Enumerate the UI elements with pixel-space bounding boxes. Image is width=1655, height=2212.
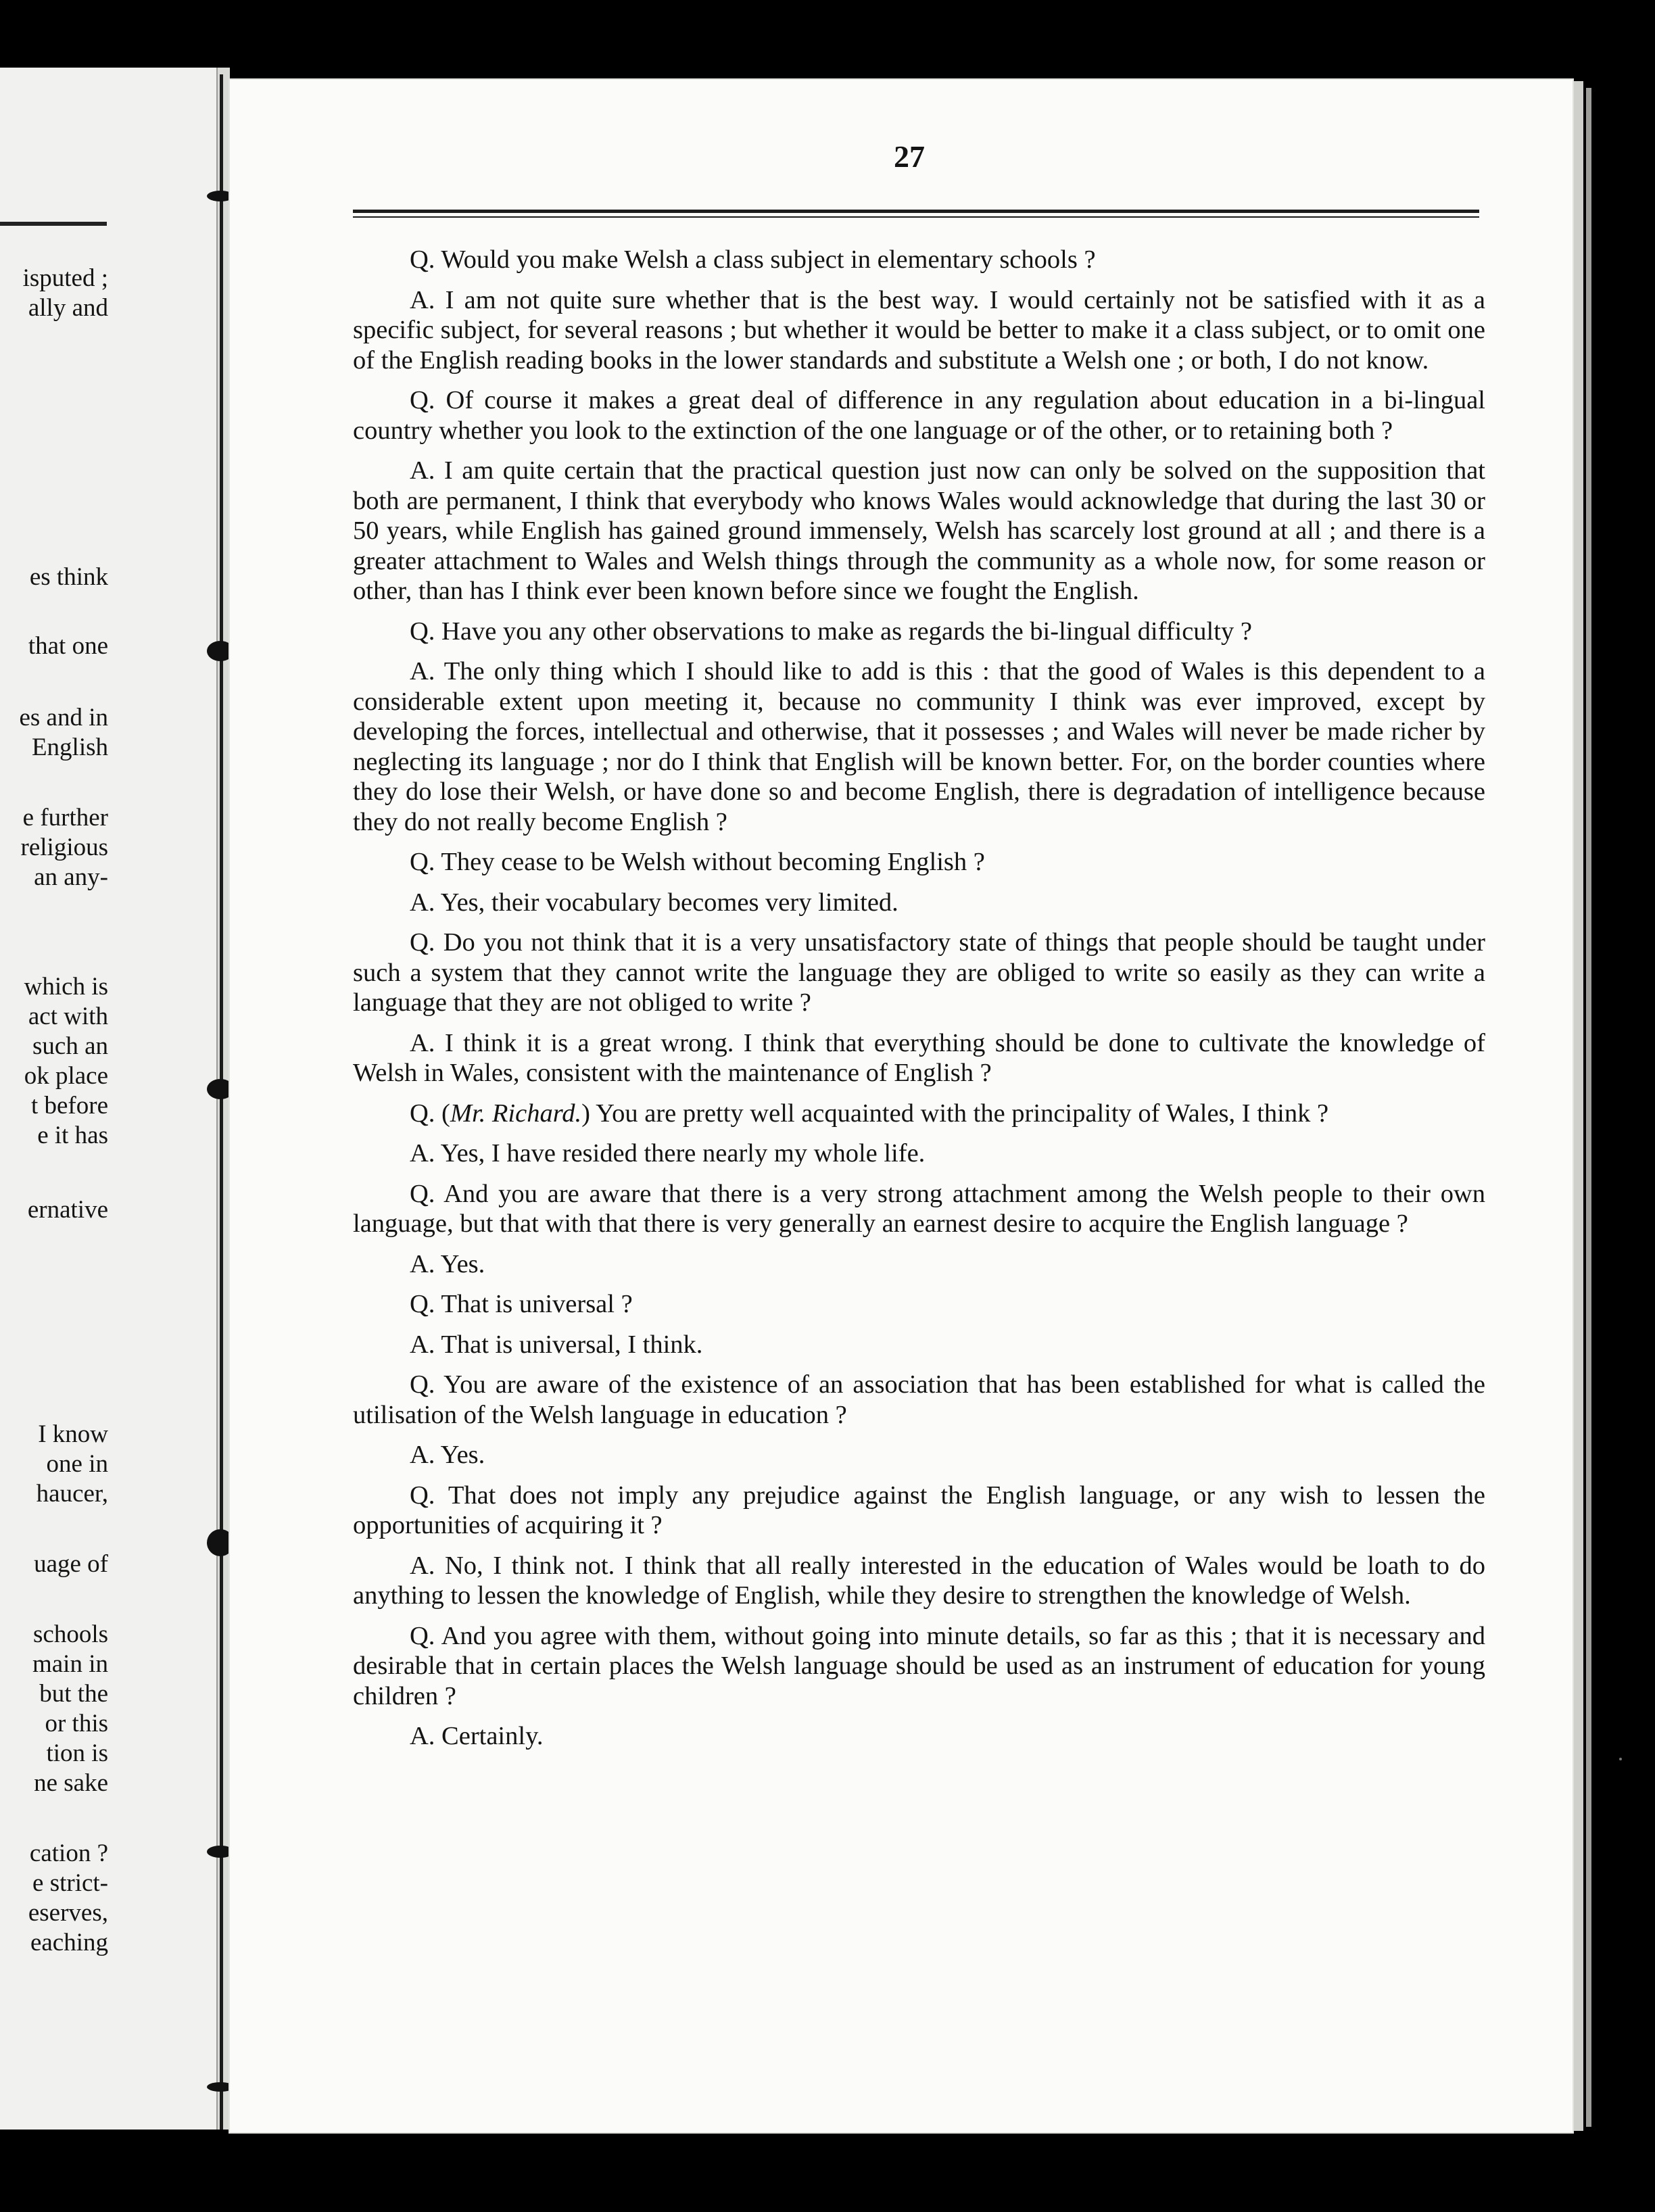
left-fragment-line: I know bbox=[38, 1420, 108, 1448]
paragraph: A. I think it is a great wrong. I think that everything should be done to cultivate the knowledge of Welsh in Wales, consistent with the maintenance of English ? bbox=[353, 1028, 1485, 1087]
left-fragment-line: ne sake bbox=[34, 1769, 108, 1797]
left-fragment-line: one in bbox=[46, 1450, 108, 1478]
left-fragment-line: tion is bbox=[46, 1739, 108, 1767]
paragraph: A. I am quite certain that the practical question just now can only be solved on the supposition that both are permanent, I think that everybody who knows Wales would acknowledge that during the last 30 or 50 years, while English has gained ground immensely, Welsh has scarcely lost ground at all ; and there is a greater attachment to Wales and Welsh things through the community as a whole now, for some reason or other, than has I think ever been known before since we fought the English. bbox=[353, 456, 1485, 605]
paragraph: A. I am not quite sure whether that is the best way. I would certainly not be satisfied with it as a specific subject, for several reasons ; but whether it would be better to make it a class subject, or to omit one of the English reading books in the lower standards and substitute a Welsh one ; or both, I do not know. bbox=[353, 285, 1485, 375]
left-fragment-line: an any- bbox=[34, 863, 108, 891]
header-rule-thin bbox=[353, 216, 1479, 218]
left-fragment-line: e further bbox=[22, 804, 108, 832]
left-fragment-line: ernative bbox=[27, 1196, 108, 1224]
paragraph: A. Yes, I have resided there nearly my whole life. bbox=[410, 1139, 926, 1168]
page-stack-shadow bbox=[1586, 88, 1591, 2127]
left-fragment-line: es think bbox=[29, 563, 108, 591]
paragraph: A. No, I think not. I think that all really interested in the education of Wales would be loath to do anything to lessen the knowledge of English, while they desire to strengthen the knowledge of Welsh. bbox=[353, 1551, 1485, 1610]
paragraph: Q. Would you make Welsh a class subject in elementary schools ? bbox=[410, 245, 1096, 274]
speck bbox=[1619, 1758, 1622, 1760]
page-number: 27 bbox=[894, 139, 925, 174]
left-fragment-line: e it has bbox=[37, 1122, 108, 1149]
paragraph: A. Yes, their vocabulary becomes very limited. bbox=[410, 888, 898, 917]
paragraph: A. That is universal, I think. bbox=[410, 1330, 703, 1359]
paragraph: Q. And you are aware that there is a very strong attachment among the Welsh people to their own language, but that with that there is very generally an earnest desire to acquire the English language ? bbox=[353, 1179, 1485, 1238]
paragraph: Q. That is universal ? bbox=[410, 1290, 633, 1318]
left-fragment-line: or this bbox=[45, 1710, 108, 1737]
paragraph: A. Certainly. bbox=[410, 1722, 544, 1750]
left-fragment-line: but the bbox=[39, 1680, 108, 1708]
question-text: ) You are pretty well acquainted with the principality of Wales, I think ? bbox=[581, 1099, 1329, 1128]
left-fragment-line: English bbox=[31, 734, 108, 761]
left-fragment-line: t before bbox=[30, 1092, 108, 1120]
left-fragment-line: that one bbox=[28, 632, 108, 660]
paragraph: Q. Have you any other observations to make as regards the bi-lingual difficulty ? bbox=[410, 617, 1252, 646]
paragraph: A. Yes. bbox=[410, 1249, 485, 1278]
left-fragment-line: act with bbox=[28, 1003, 108, 1030]
left-fragment-line: which is bbox=[24, 973, 108, 1001]
page-body bbox=[353, 245, 1485, 1762]
left-fragment-line: eserves, bbox=[28, 1899, 108, 1927]
question-prefix: Q. ( bbox=[410, 1099, 450, 1128]
left-fragment-line: eaching bbox=[30, 1929, 108, 1956]
left-fragment-line: haucer, bbox=[36, 1480, 108, 1508]
paragraph: A. The only thing which I should like to add is this : that the good of Wales is this dependent to a considerable extent upon meeting it, because no community I think was ever improved, except by developing the forces, intellectual and otherwise, that it possesses ; and Wales will never be made richer by neglecting its language ; nor do I think that English will be known better. For, on the border counties where they do lose their Welsh, or have done so and become English, there is degradation of intelligence because they do not really become English ? bbox=[353, 657, 1485, 836]
previous-page-rule bbox=[0, 222, 107, 226]
header-rule-thick bbox=[353, 210, 1479, 213]
page-stack-edge bbox=[1574, 81, 1583, 2131]
speaker-name: Mr. Richard. bbox=[450, 1099, 582, 1128]
binding-thread bbox=[220, 74, 223, 2130]
paragraph: Q. They cease to be Welsh without becoming English ? bbox=[410, 848, 985, 876]
left-fragment-line: main in bbox=[32, 1650, 108, 1678]
paragraph: Q. Of course it makes a great deal of difference in any regulation about education in a bi-lingual country whether you look to the extinction of the one language or of the other, or to retaining both ? bbox=[353, 386, 1485, 445]
left-fragment-line: cation ? bbox=[29, 1840, 108, 1867]
left-fragment-line: e strict- bbox=[32, 1869, 108, 1897]
paragraph: Q. That does not imply any prejudice against the English language, or any wish to lessen the opportunities of acquiring it ? bbox=[353, 1481, 1485, 1539]
paragraph: Q. You are aware of the existence of an association that has been established for what is called the utilisation of the Welsh language in education ? bbox=[353, 1370, 1485, 1429]
left-fragment-line: es and in bbox=[19, 704, 108, 731]
paragraph: Q. And you agree with them, without going into minute details, so far as this ; that it is necessary and desirable that in certain places the Welsh language should be used as an instrument of education for young children ? bbox=[353, 1621, 1485, 1710]
left-fragment-line: religious bbox=[20, 834, 108, 861]
paragraph: A. Yes. bbox=[410, 1441, 485, 1469]
left-fragment-line: uage of bbox=[34, 1550, 108, 1578]
paragraph-with-speaker bbox=[353, 1099, 1485, 1129]
left-fragment-line: isputed ; bbox=[22, 264, 108, 292]
left-fragment-line: ally and bbox=[28, 294, 108, 322]
paragraph: Q. Do you not think that it is a very unsatisfactory state of things that people should be taught under such a system that they cannot write the language they are obliged to write so easily as they can write a language that they are not obliged to write ? bbox=[353, 928, 1485, 1017]
left-fragment-line: schools bbox=[33, 1620, 108, 1648]
left-fragment-line: such an bbox=[32, 1032, 108, 1060]
left-fragment-line: ok place bbox=[24, 1062, 108, 1090]
